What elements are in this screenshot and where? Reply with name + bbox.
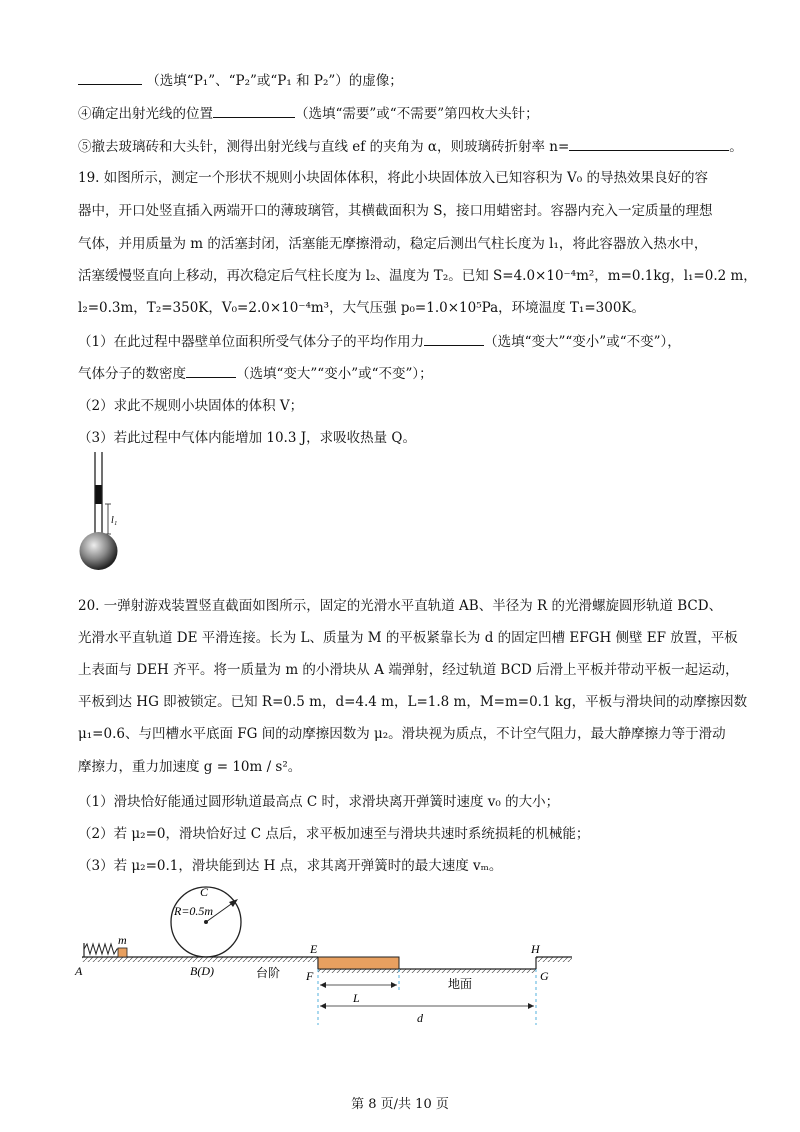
plank-M	[318, 957, 399, 969]
answer-blank[interactable]	[186, 363, 236, 378]
label-F: F	[306, 969, 314, 983]
q20-part1: （1）滑块恰好能通过圆形轨道最高点 C 时，求滑块离开弹簧时速度 v₀ 的大小；	[78, 794, 560, 810]
label-m: m	[118, 933, 127, 947]
q18-step4: ④确定出射光线的位置 （选填“需要”或“不需要”第四枚大头针；	[78, 103, 539, 124]
answer-blank[interactable]	[78, 70, 142, 85]
q20-stem-line3: 上表面与 DEH 齐平。将一质量为 m 的小滑块从 A 端弹射，经过轨道 BCD 后滑上平板并带动平板一起运动，	[78, 662, 739, 678]
slider-block-m	[118, 948, 127, 957]
piston	[96, 485, 102, 504]
label-BD: B(D)	[190, 964, 214, 978]
container-ball	[80, 532, 118, 570]
label-d: d	[417, 1011, 423, 1025]
q19-figure	[70, 448, 140, 573]
track-hatching	[82, 957, 318, 962]
label-L: L	[353, 991, 360, 1005]
q19-part1-cont: 气体分子的数密度 （选填“变大”“变小”或“不变”）；	[78, 363, 433, 384]
q19-stem-line2: 器中，开口处竖直插入两端开口的薄玻璃管，其横截面积为 S，接口用蜡密封。容器内充入一定质量的理想	[78, 203, 713, 219]
q20-part2: （2）若 μ₂=0，滑块恰好过 C 点后，求平板加速至与滑块共速时系统损耗的机械能；	[78, 826, 590, 842]
answer-blank[interactable]	[213, 103, 295, 118]
q20-part3: （3）若 μ₂=0.1，滑块能到达 H 点，求其离开弹簧时的最大速度 vₘ。	[78, 858, 503, 874]
q19-part3: （3）若此过程中气体内能增加 10.3 J，求吸收热量 Q。	[78, 430, 417, 446]
label-G: G	[540, 969, 549, 983]
q20-stem-line2: 光滑水平直轨道 DE 平滑连接。长为 L、质量为 M 的平板紧靠长为 d 的固定凹槽 EFGH 侧壁 EF 放置，平板	[78, 630, 738, 646]
q20-figure	[70, 880, 590, 1025]
label-A: A	[75, 964, 83, 978]
label-step: 台阶	[256, 966, 281, 980]
q20-stem-line1: 20. 一弹射游戏装置竖直截面如图所示，固定的光滑水平直轨道 AB、半径为 R 的光滑螺旋圆形轨道 BCD、	[78, 598, 723, 614]
answer-blank[interactable]	[569, 136, 729, 151]
q18-step5: ⑤撤去玻璃砖和大头针，测得出射光线与直线 ef 的夹角为 α，则玻璃砖折射率 n= 。	[78, 136, 743, 157]
q19-stem-line4: 活塞缓慢竖直向上移动，再次稳定后气柱长度为 l₂、温度为 T₂。已知 S=4.0×10⁻⁴m²，m=0.1kg，l₁=0.2 m，	[78, 268, 757, 284]
q19-stem-line1: 19. 如图所示，测定一个形状不规则小块固体体积，将此小块固体放入已知容积为 V₀ 的导热效果良好的容	[78, 170, 709, 186]
page-footer: 第 8 页/共 10 页	[351, 1097, 449, 1112]
answer-blank[interactable]	[424, 331, 484, 346]
q19-stem-line5: l₂=0.3m，T₂=350K，V₀=2.0×10⁻⁴m³，大气压强 p₀=1.0×10⁵Pa，环境温度 T₁=300K。	[78, 300, 645, 316]
spring	[84, 944, 122, 954]
q19-stem-line3: 气体，并用质量为 m 的活塞封闭，活塞能无摩擦滑动，稳定后测出气柱长度为 l₁，将此容器放入热水中，	[78, 236, 708, 252]
label-H: H	[531, 942, 540, 956]
q20-stem-line6: 摩擦力，重力加速度 g = 10m / s²。	[78, 759, 302, 775]
l1-label: l₁	[111, 515, 118, 526]
q20-stem-line5: μ₁=0.6、与凹槽水平底面 FG 间的动摩擦因数为 μ₂。滑块视为质点，不计空气阻力，最大静摩擦力等于滑动	[78, 726, 726, 742]
q18-line1: （选填“P₁”、“P₂”或“P₁ 和 P₂”）的虚像；	[78, 70, 403, 91]
label-ground: 地面	[448, 977, 473, 991]
q19-part1: （1）在此过程中器壁单位面积所受气体分子的平均作用力 （选填“变大”“变小”或“不变”），	[78, 331, 681, 352]
label-E: E	[310, 942, 318, 956]
label-C: C	[200, 885, 209, 899]
q19-part2: （2）求此不规则小块固体的体积 V；	[78, 398, 304, 414]
label-R: R=0.5m	[174, 904, 214, 918]
q20-stem-line4: 平板到达 HG 即被锁定。已知 R=0.5 m，d=4.4 m，L=1.8 m，M=m=0.1 kg，平板与滑块间的动摩擦因数	[78, 694, 748, 710]
